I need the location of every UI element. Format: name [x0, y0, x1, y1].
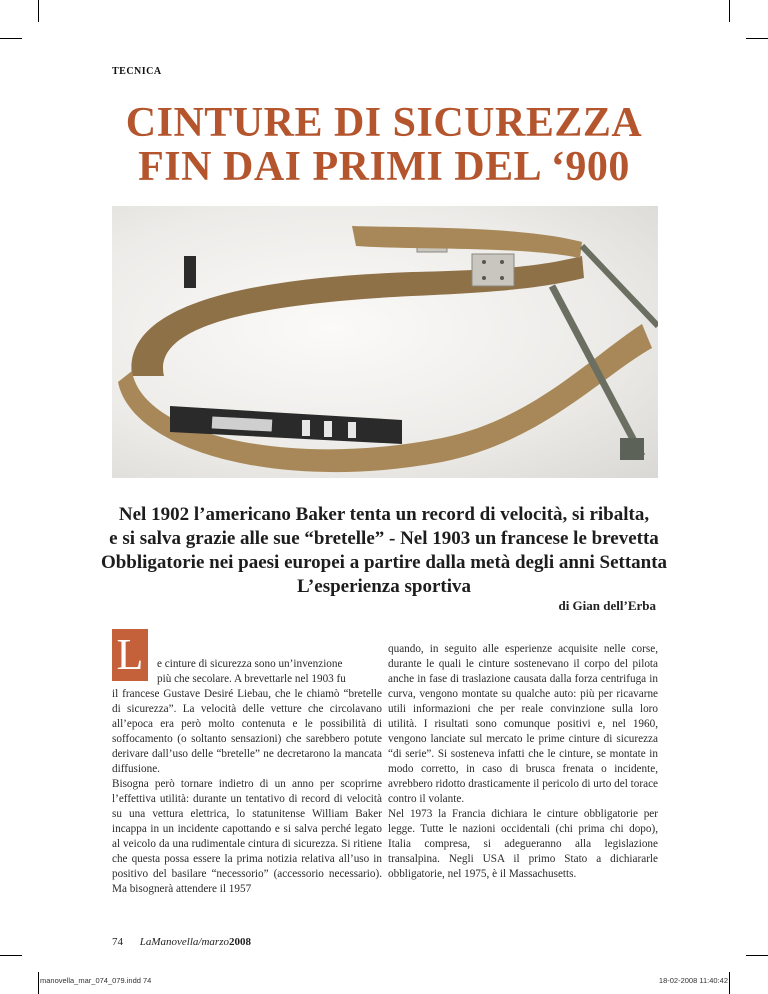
body-column-left — [112, 657, 382, 897]
page-footer — [112, 936, 251, 948]
body-line: e cinture di sicurezza sono un’invenzione — [157, 658, 343, 670]
section-label: TECNICA — [112, 66, 162, 77]
page-number: 74 — [112, 936, 123, 948]
crop-mark — [0, 955, 22, 956]
crop-mark — [38, 0, 39, 22]
subheadline-line-1: Nel 1902 l’americano Baker tenta un record di velocità, si ribalta, — [118, 504, 650, 525]
body-paragraph: Bisogna però tornare indietro di un anno per scoprirne l’effettiva utilità: durante un tentativo di record di velocità su una vettura elettrica, lo statunitense William Baker incappa in un incidente capottando e si salva perché legato al veicolo da una rudimentale cintura di sicurezza. Si ritiene che questa possa essere la prima notizia relativa all’uso in positivo del basilare “necessorio” (accessorio necessario). Ma bisognerà attendere il 1957 — [112, 778, 382, 895]
body-paragraph: il francese Gustave Desiré Liebau, che le chiamò “bretelle di sicurezza”. La velocità delle vetture che circolavano all’epoca era però molto contenuta e le possibilità di soffocamento (o soltanto sensazioni) che sarebbero potute derivare dall’uso delle “bretelle” ne decretarono la mancata diffusione. — [112, 688, 382, 775]
crop-mark — [38, 972, 39, 994]
crop-mark — [0, 38, 22, 39]
byline: di Gian dell’Erba — [558, 598, 656, 613]
vintage-seatbelt-illustration — [112, 206, 658, 478]
print-slug-file: manovella_mar_074_079.indd 74 — [40, 976, 152, 985]
article-title-line-2: FIN DAI PRIMI DEL ‘900 — [138, 144, 630, 190]
seatbelt-photo — [112, 206, 658, 478]
crop-mark — [746, 955, 768, 956]
subheadline-line-3: Obbligatorie nei paesi europei a partire dalla metà degli anni Settanta — [100, 552, 668, 573]
article-title-line-1: CINTURE DI SICUREZZA — [125, 100, 643, 146]
body-line: più che secolare. A brevettarle nel 1903 fu — [157, 673, 346, 685]
body-column-right — [388, 642, 658, 882]
crop-mark — [746, 38, 768, 39]
body-paragraph: Nel 1973 la Francia dichiara le cinture obbligatorie per legge. Tutte le nazioni occidentali (chi prima chi dopo), Italia compresa, si adegueranno alla legislazione transalpina. Negli USA il primo Stato a dichiararle obbligatorie, nel 1975, è il Massachusetts. — [388, 808, 658, 880]
crop-mark — [729, 0, 730, 22]
subheadline-line-2: e si salva grazie alle sue “bretelle” - Nel 1903 un francese le brevetta — [109, 528, 659, 549]
drop-cap: L — [112, 629, 148, 681]
publication-name: LaManovella/marzo2008 — [139, 936, 251, 948]
subheadline-line-4: L’esperienza sportiva — [297, 576, 471, 597]
print-slug-timestamp: 18-02-2008 11:40:42 — [658, 976, 728, 985]
crop-mark — [729, 972, 730, 994]
body-paragraph: quando, in seguito alle esperienze acquisite nelle corse, durante le quali le cinture sostenevano il corpo del pilota anche in fase di traslazione causata dalla forza centrifuga in curva, vengono montate su qualche auto: più per ricavarne utili informazioni che per reale convinzione sulla loro utilità. I risultati sono comunque positivi e, nel 1960, vengono lanciate sul mercato le prime cinture di sicurezza “di serie”. Si sosteneva infatti che le cinture, se montate in modo corretto, in caso di brusca frenata o incidente, avrebbero ridotto drasticamente il pericolo di urto del torace contro il volante. — [388, 643, 658, 805]
